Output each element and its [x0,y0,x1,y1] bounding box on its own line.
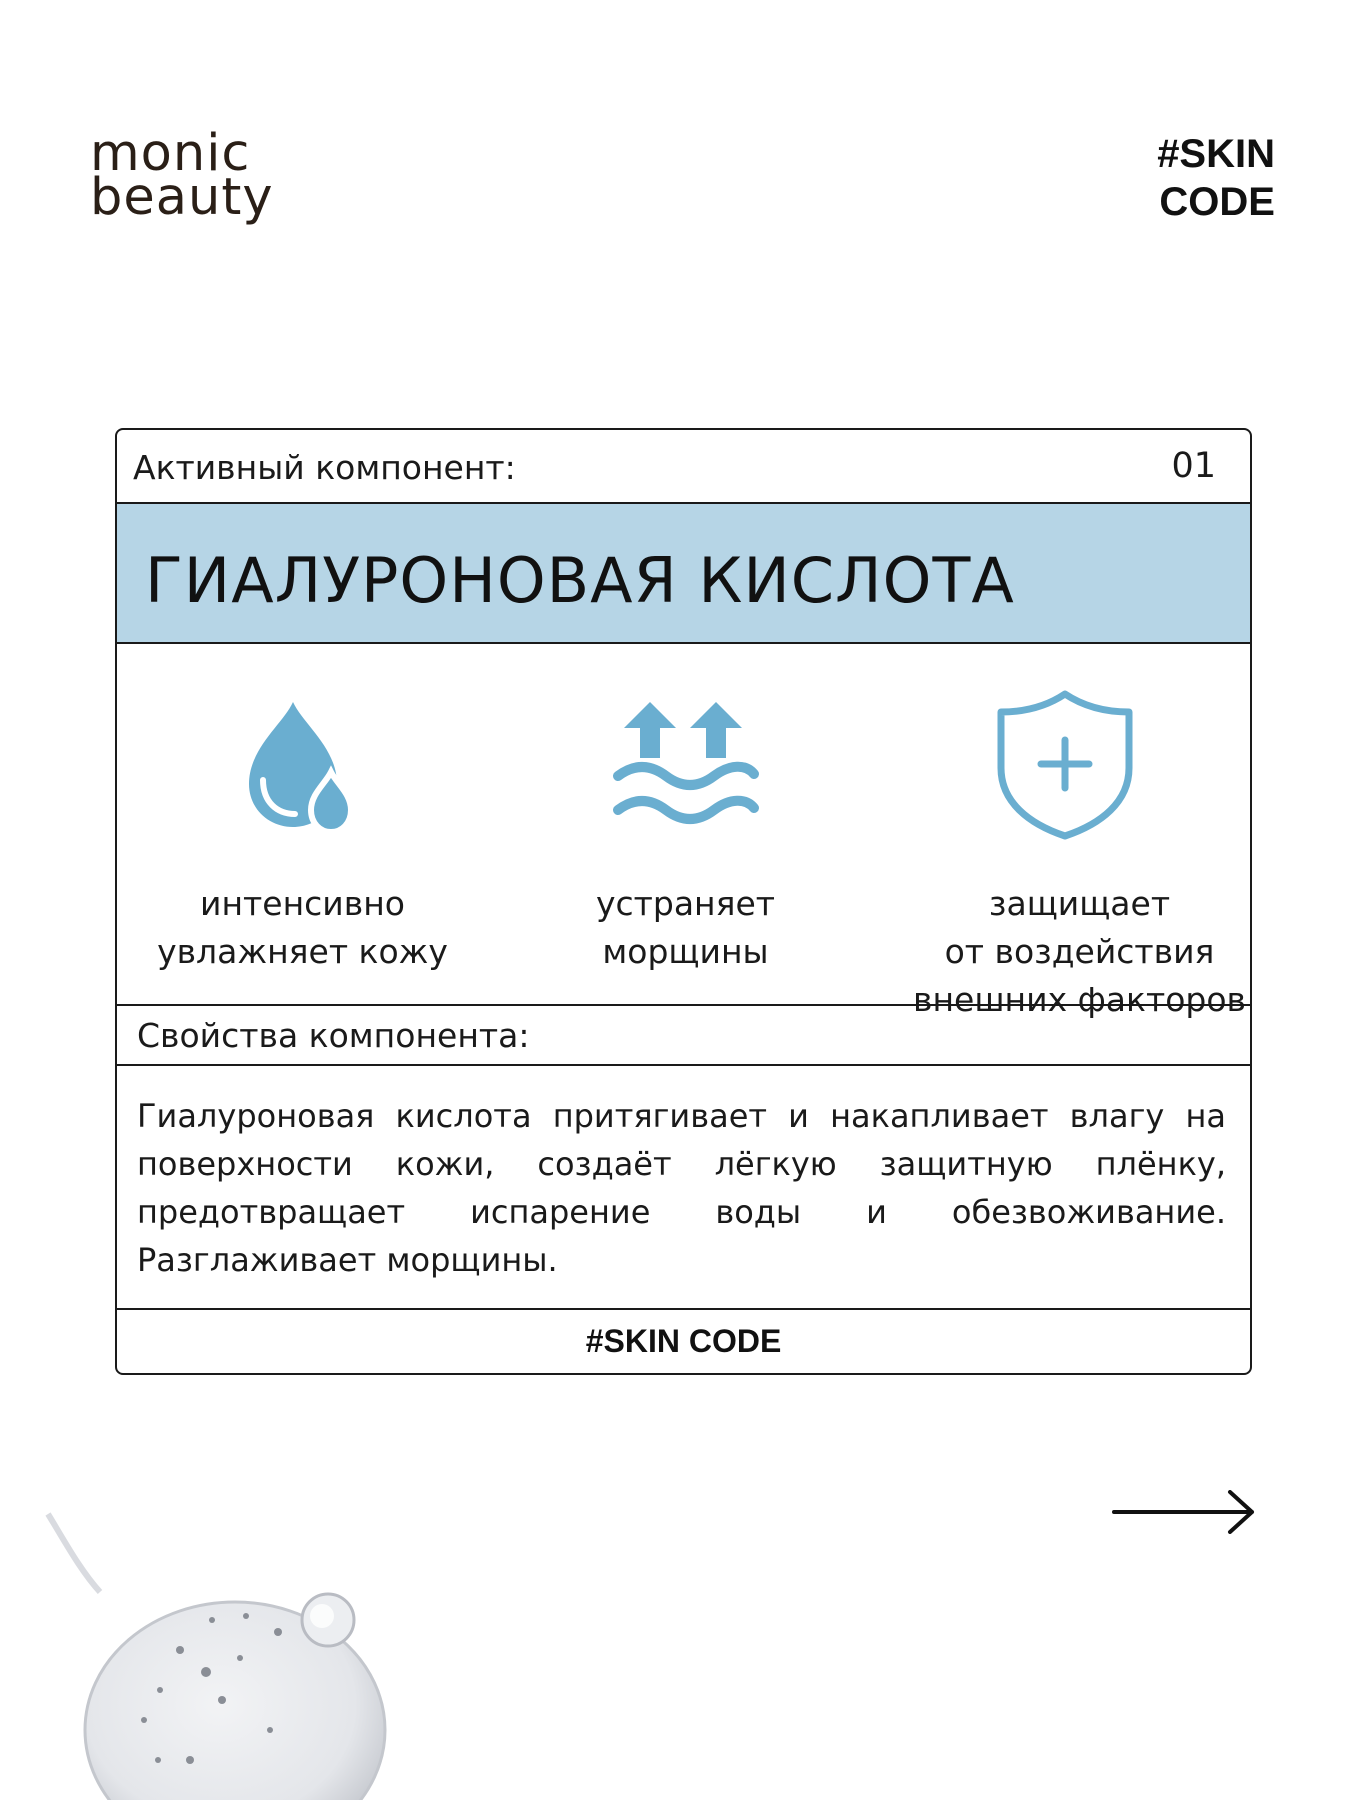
serum-drop-image [40,1500,460,1800]
component-card [115,428,1252,1375]
water-drops-icon [227,684,387,844]
footer-tag: #SKIN CODE [585,1323,782,1359]
component-description: Гиалуроновая кислота притягивает и накапливает влагу на поверхности кожи, создаёт лёгкую защитную плёнку, предотвращает испарение воды и обезвоживание. Разглаживает морщины. [137,1097,1226,1279]
next-arrow-icon[interactable] [1112,1490,1260,1534]
benefit-line: интенсивно [200,884,405,923]
benefit-wrinkles [496,644,875,1004]
shield-plus-icon [985,684,1145,844]
properties-label: Свойства компонента: [137,1016,530,1055]
benefit-line: от воздействия [944,932,1215,971]
properties-row [117,1006,1250,1066]
benefit-wrinkles-text [496,880,875,976]
benefit-moisturize [117,644,496,1004]
benefit-line: устраняет [595,884,776,923]
active-component-label: Активный компонент: [133,448,516,487]
header-tag [1157,130,1275,226]
card-footer [117,1310,1250,1373]
waves-arrows-up-icon [606,684,766,844]
benefit-moisturize-text [115,880,496,976]
benefits-row [117,644,1250,1019]
benefit-line: защищает [988,884,1171,923]
header-tag-line-2: CODE [1159,180,1275,224]
benefit-line: внешних факторов [913,980,1246,1019]
component-number: 01 [1171,446,1216,486]
logo-line-1: monic [90,124,251,183]
component-title: ГИАЛУРОНОВАЯ КИСЛОТА [145,544,1015,617]
card-header-row [117,430,1250,504]
header-tag-line-1: #SKIN [1157,132,1275,176]
description-row [117,1066,1250,1310]
benefit-protect [875,644,1252,1019]
benefit-line: увлажняет кожу [157,932,448,971]
title-band [117,504,1250,644]
benefit-protect-text [895,880,1252,1024]
logo-line-2: beauty [90,168,274,227]
brand-logo [90,124,290,228]
benefit-line: морщины [602,932,769,971]
